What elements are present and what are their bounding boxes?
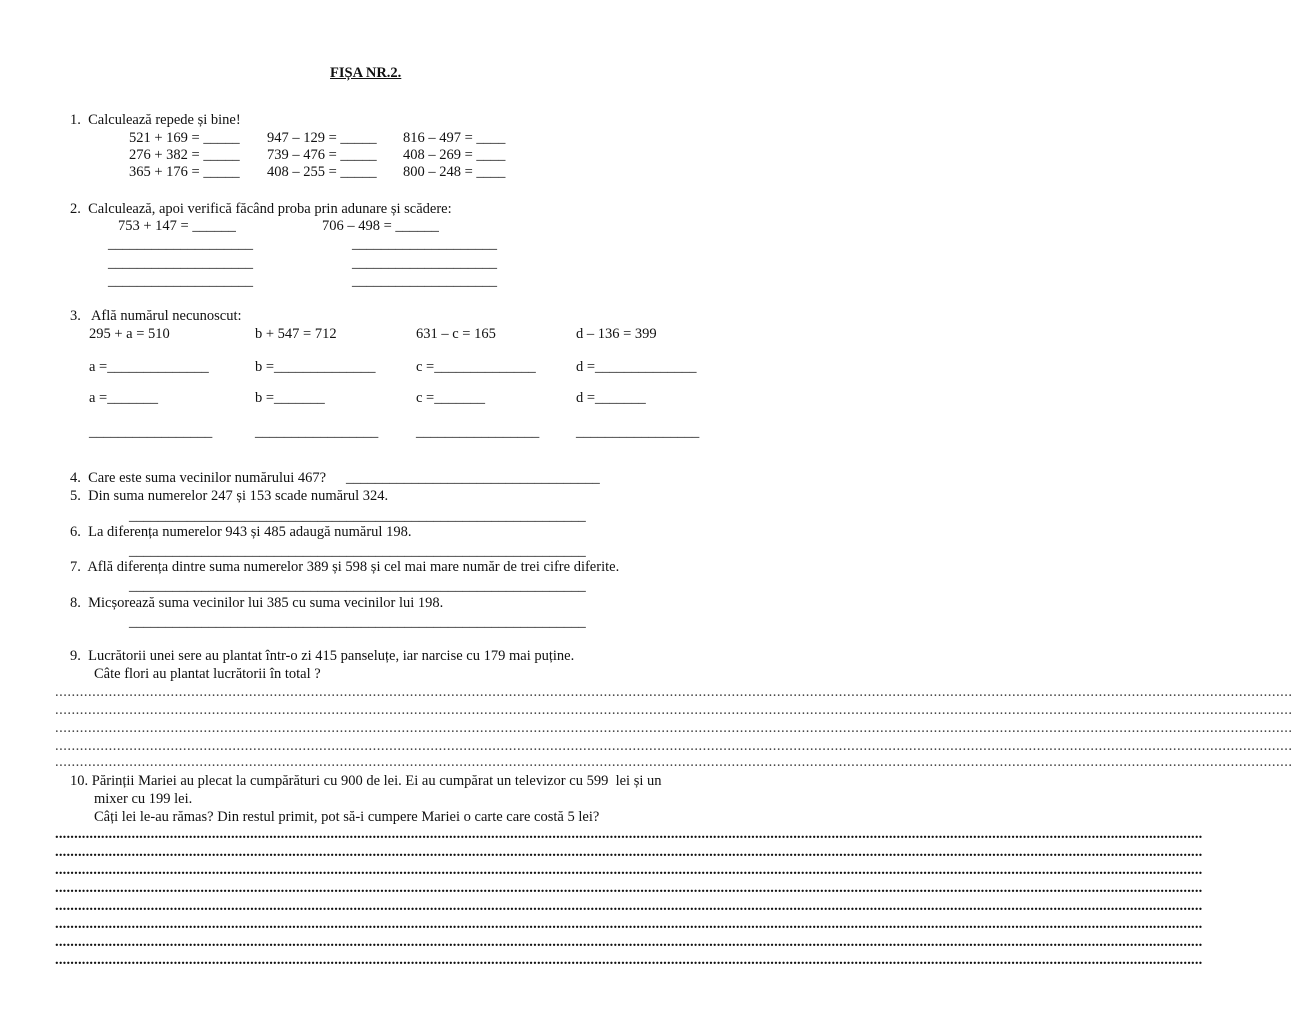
exercise-5-text: 5. Din suma numerelor 247 și 153 scade numărul 324.	[70, 488, 389, 504]
exercise-10-dotted-line-4: ............................................................................................................................................................................................................................................................................................................	[55, 880, 1203, 896]
exercise-3-blank-b: _________________	[255, 424, 379, 440]
exercise-1-r3c2: 408 – 255 = _____	[267, 164, 377, 180]
exercise-1-r3c1: 365 + 176 = _____	[129, 164, 240, 180]
page-title: FIȘA NR.2.	[330, 65, 402, 81]
exercise-3-answer-d-short: d =_______	[576, 390, 646, 406]
exercise-10-line-2: mixer cu 199 lei.	[94, 791, 193, 807]
exercise-10-dotted-line-1: ............................................................................................................................................................................................................................................................................................................	[55, 826, 1203, 842]
exercise-4-text: 4. Care este suma vecinilor numărului 467?	[70, 470, 327, 486]
exercise-1-r2c2: 739 – 476 = _____	[267, 147, 377, 163]
exercise-7-line: _______________________________________________________________	[129, 578, 586, 594]
exercise-3-equation-d: d – 136 = 399	[576, 326, 657, 342]
exercise-3-answer-d-long: d =______________	[576, 359, 697, 375]
exercise-3-blank-a: _________________	[89, 424, 213, 440]
exercise-9-line-2: Câte flori au plantat lucrătorii în total ?	[94, 666, 321, 682]
exercise-3-answer-b-short: b =_______	[255, 390, 325, 406]
exercise-3-answer-a-short: a =_______	[89, 390, 158, 406]
exercise-3-equation-b: b + 547 = 712	[255, 326, 337, 342]
exercise-2-left-expression: 753 + 147 = ______	[118, 218, 236, 234]
exercise-9-line-1: 9. Lucrătorii unei sere au plantat într-o zi 415 panseluțe, iar narcise cu 179 mai puține.	[70, 648, 575, 664]
exercise-2-label: 2. Calculează, apoi verifică făcând proba prin adunare și scădere:	[70, 201, 452, 217]
exercise-1-r1c2: 947 – 129 = _____	[267, 130, 377, 146]
exercise-3-answer-a-long: a =______________	[89, 359, 209, 375]
exercise-2-left-line-3: ____________________	[108, 273, 253, 289]
exercise-7-text: 7. Află diferența dintre suma numerelor 389 și 598 și cel mai mare număr de trei cifre diferite.	[70, 559, 620, 575]
exercise-4-line: ___________________________________	[346, 470, 600, 486]
exercise-10-line-1: 10. Părinții Mariei au plecat la cumpărături cu 900 de lei. Ei au cumpărat un televizor cu 599 lei și un	[70, 773, 662, 789]
exercise-1-r3c3: 800 – 248 = ____	[403, 164, 506, 180]
exercise-10-dotted-line-5: ............................................................................................................................................................................................................................................................................................................	[55, 898, 1203, 914]
exercise-5-line: _______________________________________________________________	[129, 508, 586, 524]
exercise-10-dotted-line-8: ............................................................................................................................................................................................................................................................................................................	[55, 952, 1203, 968]
exercise-1-r1c3: 816 – 497 = ____	[403, 130, 506, 146]
exercise-9-dotted-line-4: ............................................................................................................................................................................................................................................................................................................	[55, 738, 1293, 754]
exercise-2-left-line-1: ____________________	[108, 236, 253, 252]
exercise-1-r1c1: 521 + 169 = _____	[129, 130, 240, 146]
exercise-2-left-line-2: ____________________	[108, 255, 253, 271]
exercise-3-answer-b-long: b =______________	[255, 359, 376, 375]
exercise-8-line: _______________________________________________________________	[129, 614, 586, 630]
exercise-10-line-3: Câți lei le-au rămas? Din restul primit, pot să-i cumpere Mariei o carte care costă 5 lei?	[94, 809, 600, 825]
exercise-2-right-line-2: ____________________	[352, 255, 497, 271]
exercise-10-dotted-line-2: ............................................................................................................................................................................................................................................................................................................	[55, 844, 1203, 860]
exercise-10-dotted-line-7: ............................................................................................................................................................................................................................................................................................................	[55, 934, 1203, 950]
exercise-3-answer-c-long: c =______________	[416, 359, 536, 375]
exercise-1-r2c1: 276 + 382 = _____	[129, 147, 240, 163]
exercise-9-dotted-line-1: ............................................................................................................................................................................................................................................................................................................	[55, 684, 1293, 700]
exercise-10-dotted-line-3: ............................................................................................................................................................................................................................................................................................................	[55, 862, 1203, 878]
exercise-3-equation-c: 631 – c = 165	[416, 326, 496, 342]
exercise-2-right-line-3: ____________________	[352, 273, 497, 289]
exercise-3-equation-a: 295 + a = 510	[89, 326, 170, 342]
exercise-2-right-line-1: ____________________	[352, 236, 497, 252]
exercise-2-right-expression: 706 – 498 = ______	[322, 218, 439, 234]
exercise-8-text: 8. Micșorează suma vecinilor lui 385 cu suma vecinilor lui 198.	[70, 595, 444, 611]
exercise-9-dotted-line-3: ............................................................................................................................................................................................................................................................................................................	[55, 720, 1293, 736]
exercise-3-blank-d: _________________	[576, 424, 700, 440]
exercise-3-answer-c-short: c =_______	[416, 390, 485, 406]
exercise-3-blank-c: _________________	[416, 424, 540, 440]
exercise-6-text: 6. La diferența numerelor 943 și 485 adaugă numărul 198.	[70, 524, 412, 540]
exercise-3-label: 3. Află numărul necunoscut:	[70, 308, 242, 324]
exercise-1-label: 1. Calculează repede și bine!	[70, 112, 241, 128]
exercise-6-line: _______________________________________________________________	[129, 543, 586, 559]
exercise-9-dotted-line-5: ............................................................................................................................................................................................................................................................................................................	[55, 754, 1293, 770]
exercise-10-dotted-line-6: ............................................................................................................................................................................................................................................................................................................	[55, 916, 1203, 932]
exercise-1-r2c3: 408 – 269 = ____	[403, 147, 506, 163]
exercise-9-dotted-line-2: ............................................................................................................................................................................................................................................................................................................	[55, 702, 1293, 718]
